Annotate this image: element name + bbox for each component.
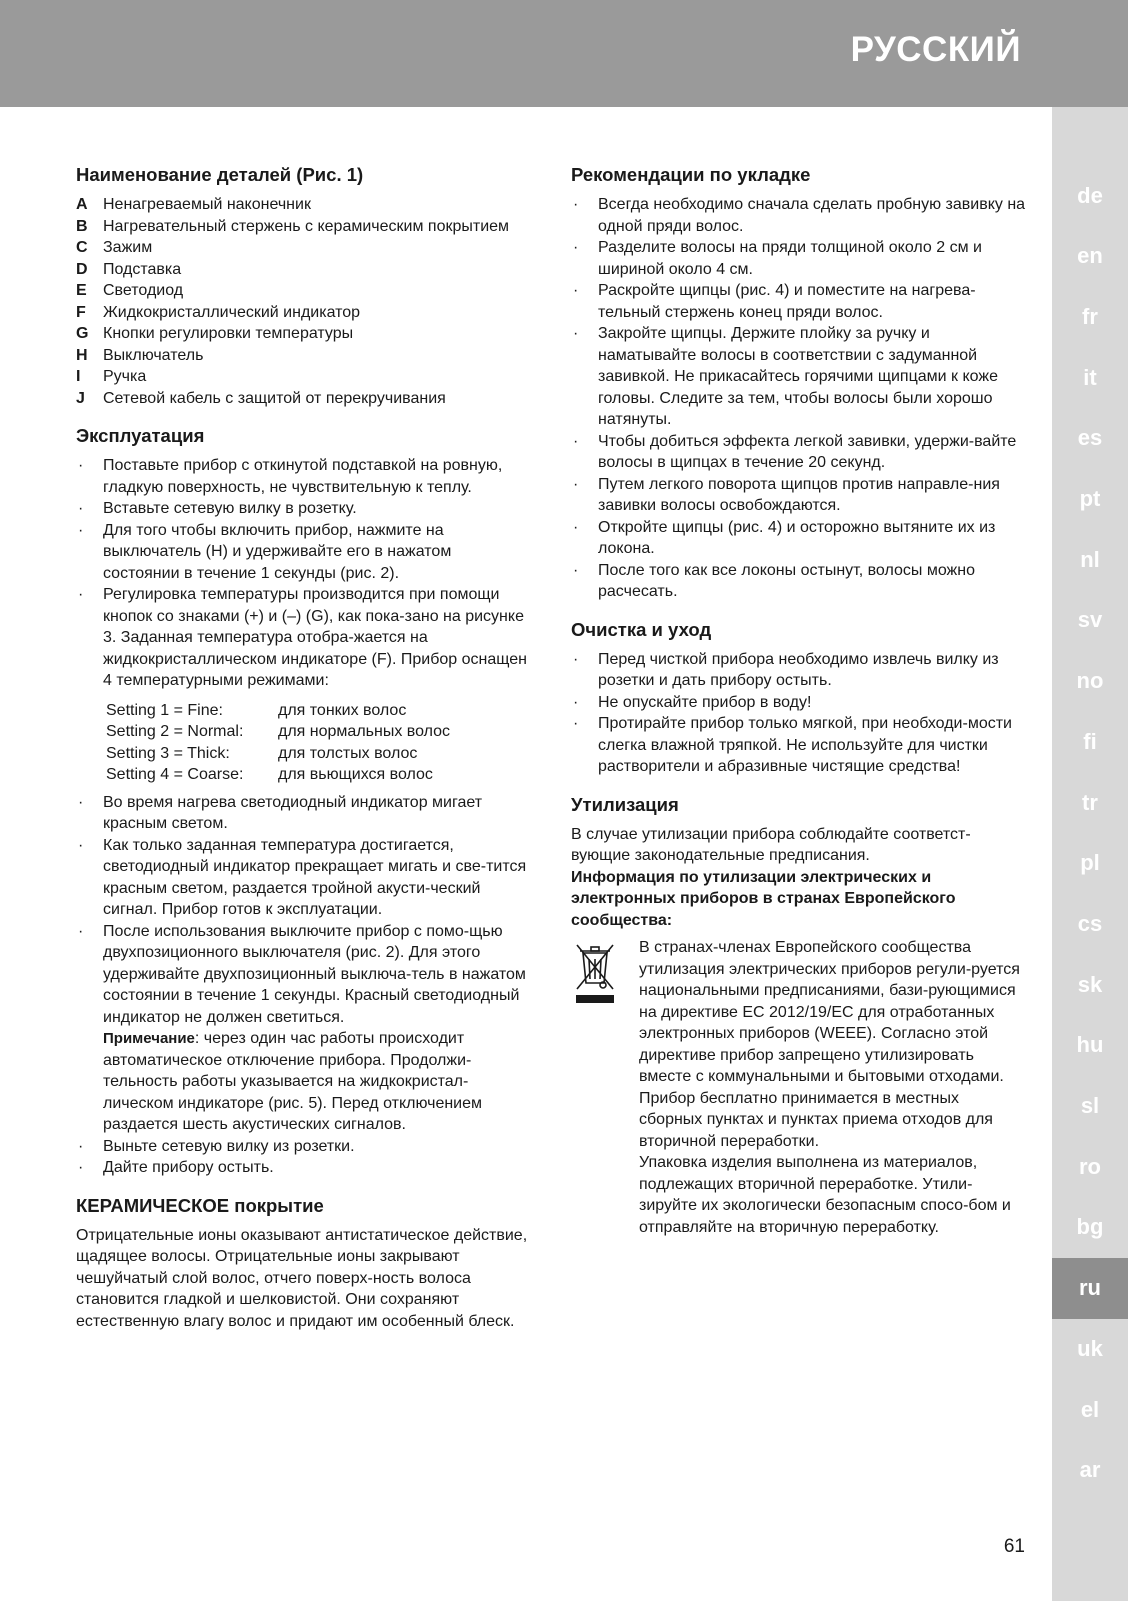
operation-list	[76, 455, 531, 692]
disposal-eu-heading: Информация по утилизации электрических и электронных приборов в странах Европейского сообщества:	[571, 868, 956, 929]
part-text: Зажим	[103, 239, 153, 256]
part-letter: J	[76, 389, 85, 407]
setting-desc: для нормальных волос	[278, 723, 451, 740]
page-number: 61	[1003, 1536, 1025, 1557]
language-tab-sk[interactable]: sk	[1077, 971, 1103, 997]
language-tab-ar[interactable]: ar	[1079, 1457, 1101, 1483]
list-item: · Во время нагрева светодиодный индикатор мигает красным светом.	[76, 792, 531, 835]
language-tab-el[interactable]: el	[1080, 1396, 1100, 1422]
parts-list	[76, 194, 531, 409]
operation-section	[76, 425, 531, 1179]
note-label: Примечание	[103, 1030, 195, 1047]
ceramic-text: Отрицательные ионы оказывают антистатическое действие, щадящее волосы. Отрицательные ионы закрывают чешуйчатый слой волос, отчего поверх-ность волоса становится гладкой и шелковистой. Они сохраняют естественную влагу волос и придают им особенный блеск.	[76, 1226, 528, 1330]
list-item: · Закройте щипцы. Держите плойку за ручку и наматывайте волосы в соответствии с задуманной завивкой. Не прикасайтесь горячими щипцами к коже головы. Следите за тем, чтобы волосы были хорошо натянуты.	[571, 323, 1026, 431]
part-item	[76, 194, 531, 216]
weee-paragraph: В странах-членах Европейского сообщества утилизация электрических приборов регули-руется национальными предписаниями, бази-рующимися на директиве ЕС 2012/19/ЕС для отработанных электронных приборов (WEEE). Согласно этой директиве прибор запрещено утилизировать вместе с коммунальными и бытовыми отходами.	[639, 939, 1020, 1085]
operation-list-final	[76, 1136, 531, 1179]
setting-desc: для толстых волос	[278, 744, 418, 762]
part-letter: B	[76, 217, 88, 235]
language-tab-fr[interactable]: fr	[1082, 303, 1098, 329]
list-item: · Протирайте прибор только мягкой, при необходи-мости слегка влажной тряпкой. Не используйте для чистки растворители и абразивные чистящие средства!	[571, 713, 1026, 778]
weee-block	[571, 937, 1026, 1238]
disposal-section	[571, 794, 1026, 1239]
ceramic-section	[76, 1195, 531, 1333]
disposal-text: В случае утилизации прибора соблюдайте соответст-вующие законодательные предписания.	[571, 825, 971, 864]
language-title: РУССКИЙ	[850, 30, 1021, 69]
list-item: · Для того чтобы включить прибор, нажмите на выключатель (H) и удерживайте его в нажатом состоянии в течение 1 секунды (рис. 2).	[76, 520, 531, 585]
language-tab-ro[interactable]: ro	[1079, 1153, 1101, 1179]
setting-desc: для вьющихся волос	[278, 766, 433, 783]
setting-row	[106, 764, 531, 786]
part-text: Кнопки регулировки температуры	[103, 325, 354, 342]
list-item: · Дайте прибору остыть.	[76, 1157, 531, 1179]
list-item: · Не опускайте прибор в воду!	[571, 692, 1026, 714]
part-text: Сетевой кабель с защитой от перекручивания	[103, 389, 446, 407]
list-item: · Выньте сетевую вилку из розетки.	[76, 1136, 531, 1158]
language-tab-es[interactable]: es	[1077, 425, 1103, 451]
page-header	[0, 0, 1128, 107]
list-item: · Чтобы добиться эффекта легкой завивки, удержи-вайте волосы в щипцах в течение 20 секунд.	[571, 431, 1026, 474]
language-tab-it[interactable]: it	[1083, 364, 1097, 390]
part-text: Ручка	[103, 368, 147, 385]
setting-name: Setting 3 = Thick:	[106, 744, 230, 762]
language-tab-cs[interactable]: cs	[1077, 910, 1103, 936]
list-item: · Перед чисткой прибора необходимо извлечь вилку из розетки и дать прибору остыть.	[571, 649, 1026, 692]
list-item: · После того как все локоны остынут, волосы можно расчесать.	[571, 560, 1026, 603]
language-tab-pt[interactable]: pt	[1079, 486, 1101, 511]
cleaning-list	[571, 649, 1026, 778]
part-letter: E	[76, 282, 87, 299]
language-tab-bg[interactable]: bg	[1076, 1214, 1104, 1240]
part-item	[76, 345, 531, 367]
note-paragraph	[76, 1028, 531, 1136]
language-tab-tr[interactable]: tr	[1082, 789, 1098, 815]
crossed-out-wheelie-bin-icon	[571, 939, 621, 1238]
disposal-heading: Утилизация	[571, 793, 679, 815]
parts-section	[76, 164, 531, 409]
list-item: · Вставьте сетевую вилку в розетку.	[76, 498, 531, 520]
settings-table	[106, 700, 531, 786]
right-column	[571, 164, 1026, 1254]
list-item: · Откройте щипцы (рис. 4) и осторожно вытяните их из локона.	[571, 517, 1026, 560]
language-tab-fi[interactable]: fi	[1083, 728, 1097, 754]
setting-name: Setting 1 = Fine:	[106, 701, 223, 719]
list-item: · После использования выключите прибор с помо-щью двухпозиционного выключателя (рис. 2). Для этого удерживайте двухпозиционный выключа-тель в нажатом состоянии в течение 1 секунды. Красный светодиодный индикатор не должен светиться.	[76, 921, 531, 1029]
setting-row	[106, 700, 531, 722]
list-item: · Регулировка температуры производится при помощи кнопок со знаками (+) и (–) (G), как пока-зано на рисунке 3. Заданная температура отобра-жается на жидкокристаллическом индикаторе (F). Прибор оснащен 4 температурными режимами:	[76, 584, 531, 692]
setting-name: Setting 2 = Normal:	[106, 723, 244, 740]
language-tab-nl[interactable]: nl	[1080, 546, 1100, 572]
setting-name: Setting 4 = Coarse:	[106, 766, 244, 783]
part-letter: D	[76, 260, 88, 278]
part-item	[76, 259, 531, 281]
language-tab-hu[interactable]: hu	[1076, 1032, 1104, 1058]
styling-section	[571, 164, 1026, 603]
list-item: · Разделите волосы на пряди толщиной около 2 см и шириной около 4 см.	[571, 237, 1026, 280]
language-tab-en[interactable]: en	[1077, 243, 1103, 269]
language-tab-uk[interactable]: uk	[1077, 1335, 1103, 1361]
part-letter: G	[76, 325, 89, 342]
list-item: · Всегда необходимо сначала сделать пробную завивку на одной пряди волос.	[571, 194, 1026, 237]
language-tab-pl[interactable]: pl	[1080, 850, 1100, 876]
language-tab-ru[interactable]: ru	[1052, 1258, 1128, 1319]
part-letter: F	[76, 303, 86, 321]
weee-text	[639, 937, 1026, 1238]
part-item	[76, 388, 531, 410]
part-text: Светодиод	[103, 282, 184, 299]
weee-paragraph: Прибор бесплатно принимается в местных сборных пунктах и пунктах приема отходов для вторичной переработки.	[639, 1089, 993, 1150]
part-item	[76, 302, 531, 324]
part-item	[76, 280, 531, 302]
weee-paragraph: Упаковка изделия выполнена из материалов, подлежащих вторичной переработке. Утили-зируйте их экологически безопасным спосо-бом и отправляйте на вторичную переработку.	[639, 1154, 1011, 1236]
language-sidebar	[1052, 107, 1128, 1601]
part-letter: C	[76, 239, 88, 256]
list-item: · Как только заданная температура достигается, светодиодный индикатор прекращает мигать и све-тится красным светом, раздается тройной акусти-ческий сигнал. Прибор готов к эксплуатации.	[76, 835, 531, 921]
part-letter: A	[76, 196, 88, 213]
part-text: Нагревательный стержень с керамическим покрытием	[103, 217, 510, 235]
parts-heading: Наименование деталей (Рис. 1)	[76, 164, 364, 185]
operation-heading: Эксплуатация	[76, 425, 205, 446]
left-column	[76, 164, 531, 1348]
part-text: Выключатель	[103, 346, 204, 364]
styling-heading: Рекомендации по укладке	[571, 164, 811, 185]
setting-desc: для тонких волос	[278, 701, 407, 719]
part-item	[76, 237, 531, 259]
part-item	[76, 323, 531, 345]
part-text: Ненагреваемый наконечник	[103, 196, 311, 213]
cleaning-heading: Очистка и уход	[571, 618, 712, 640]
part-item	[76, 366, 531, 388]
setting-row	[106, 743, 531, 765]
ceramic-heading: КЕРАМИЧЕСКОЕ покрытие	[76, 1194, 324, 1216]
part-text: Жидкокристаллический индикатор	[103, 303, 361, 321]
list-item: · Путем легкого поворота щипцов против направле-ния завивки волосы освобождаются.	[571, 474, 1026, 517]
part-text: Подставка	[103, 260, 182, 278]
part-item	[76, 216, 531, 238]
language-tab-no[interactable]: no	[1076, 668, 1104, 694]
list-item: · Раскройте щипцы (рис. 4) и поместите на нагрева-тельный стержень конец пряди волос.	[571, 280, 1026, 323]
part-letter: H	[76, 346, 88, 364]
note-text: : через один час работы происходит автоматическое отключение прибора. Продолжи-тельность работы указывается на жидкокристал-лическом индикаторе (рис. 5). Перед отключением раздается шесть акустических сигналов.	[103, 1030, 483, 1133]
language-tab-sv[interactable]: sv	[1077, 607, 1103, 633]
part-letter: I	[76, 368, 81, 385]
language-tab-sl[interactable]: sl	[1080, 1093, 1100, 1118]
cleaning-section	[571, 619, 1026, 778]
list-item: · Поставьте прибор с откинутой подставкой на ровную, гладкую поверхность, не чувствительную к теплу.	[76, 455, 531, 498]
styling-list	[571, 194, 1026, 603]
setting-row	[106, 721, 531, 743]
language-tab-de[interactable]: de	[1077, 182, 1103, 208]
operation-list-continued	[76, 792, 531, 1029]
